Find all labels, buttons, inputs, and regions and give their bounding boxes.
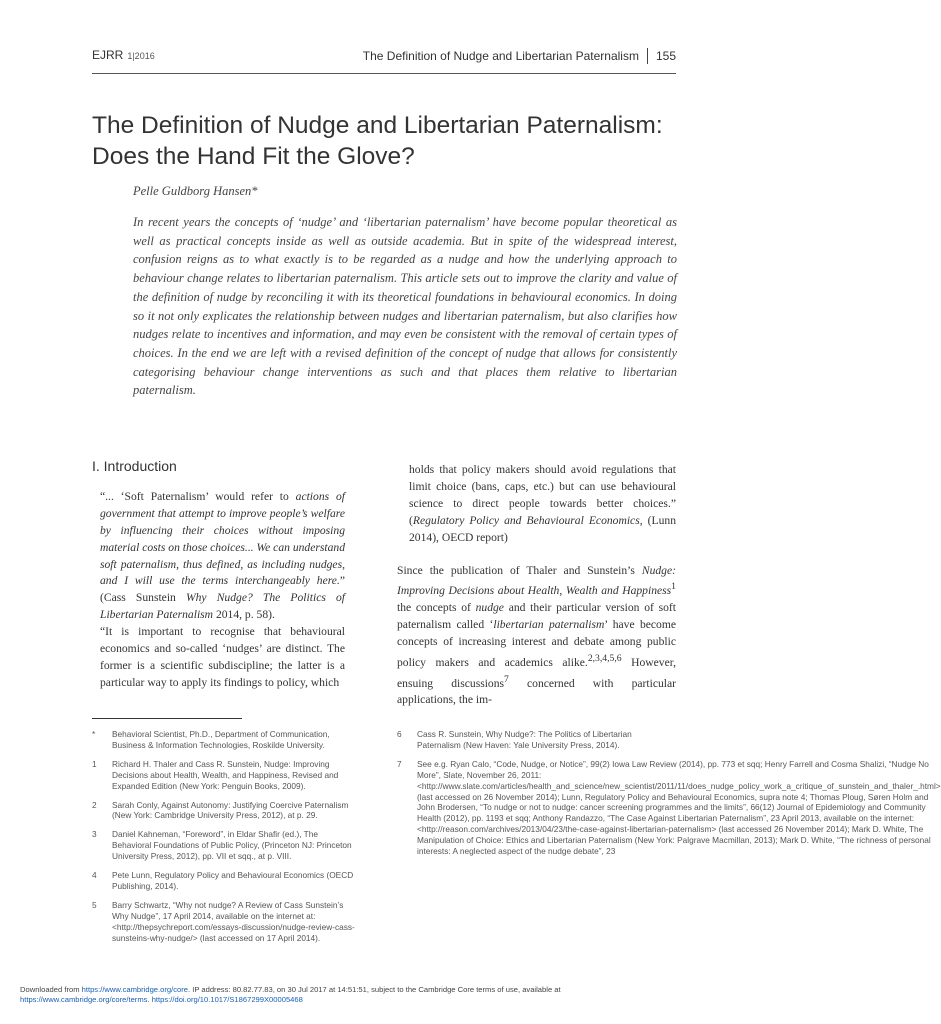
epigraph-quote-2-continued [397, 462, 676, 547]
book-title: Nudge: Improving Decisions about Health, Wealth and Happiness [397, 563, 676, 598]
footnote-text: Barry Schwartz, “Why not nudge? A Review of Cass Sunstein’s Why Nudge”, 17 April 2014, available on the internet at: <http://thepsychreport.com/essays-discussion/nudge-review-cass-sunsteins-why-nudge/> (last accessed on 17 April 2014). [112, 899, 355, 943]
footnote-number: 7 [397, 758, 402, 769]
paragraph-text: the concepts of [397, 601, 476, 615]
download-notice [20, 985, 740, 1005]
footnote-number: 4 [92, 870, 97, 881]
quote-source-title: Why Nudge? The Politics of Libertarian Paternalism [100, 591, 345, 622]
core-link[interactable]: https://www.cambridge.org/core [81, 985, 188, 994]
footnote-ref[interactable]: 1 [671, 581, 676, 593]
footnote [397, 758, 941, 857]
section-heading: I. Introduction [92, 458, 177, 474]
footnotes-left [92, 729, 358, 952]
page-number: 155 [655, 49, 676, 63]
footnote-number: 5 [92, 899, 97, 910]
download-text: . IP address: 80.82.77.83, on 30 Jul 2017 at 14:51:51, subject to the Cambridge Core terms of use, available at [188, 985, 561, 994]
paragraph-text: concerned with particular applications, the im- [397, 676, 676, 707]
download-text: Downloaded from [20, 985, 82, 994]
footnotes-right [397, 729, 941, 865]
footnote-text: Daniel Kahneman, “Foreword”, in Eldar Shafir (ed.), The Behavioral Foundations of Public Policy, (Princeton NJ: Princeton University Press, 2012), pp. VII et sqq., at p. VIII. [112, 829, 352, 862]
running-header [92, 42, 676, 66]
quote-text: holds that policy makers should avoid regulations that limit choice (bans, caps, etc.) but can use behavioural science to direct people towards better choices.” ( [409, 463, 676, 527]
running-title: The Definition of Nudge and Libertarian Paternalism [362, 49, 639, 63]
quote-attribution: ” (Cass Sunstein [100, 574, 345, 605]
footnote-ref[interactable]: 7 [504, 673, 509, 685]
journal-info [92, 48, 155, 62]
paragraph-text: However, ensuing discussions [397, 655, 677, 690]
quote-italic-text: actions of government that attempt to improve people’s welfare by influencing their choices without imposing material costs on those choices... We can understand soft paternalism, thus defined, as including nudges, and I will use the terms interchangeably here. [100, 489, 345, 588]
header-rule [92, 73, 676, 74]
article-abstract: In recent years the concepts of ‘nudge’ and ‘libertarian paternalism’ have become popular theoretical as well as practical concepts inside as well as outside academia. But in spite of the widespread interest, confusion reigns as to what exactly is to be regarded as a nudge and how the underlying approach to behaviour change relates to libertarian paternalism. This article sets out to improve the clarity and value of the definition of nudge by reconciling it with its theoretical foundations in behavioural economics. In doing so it not only explicates the relationship between nudges and libertarian paternalism, but also clarifies how nudges relate to incentives and information, and may even be consistent with the removal of certain types of choices. In the end we are left with a revised definition of the concept of nudge that allows for consistently categorising behaviour change interventions as such and that places them relative to libertarian paternalism. [133, 215, 677, 398]
footnote-number: 2 [92, 799, 97, 810]
footnote-ref[interactable]: 2,3,4,5,6 [587, 652, 622, 664]
footnote [397, 729, 676, 751]
footnote-text: Pete Lunn, Regulatory Policy and Behavioural Economics (OECD Publishing, 2014). [112, 870, 354, 891]
footnote [92, 870, 358, 892]
footnote [92, 800, 358, 822]
term-libertarian-paternalism: libertarian paternalism [493, 618, 605, 632]
term-nudge: nudge [475, 601, 504, 615]
footnote [92, 759, 358, 792]
footnote [92, 900, 358, 944]
journal-name: EJRR [92, 48, 124, 62]
quote-source-end: , (Lunn 2014), OECD report) [409, 513, 677, 544]
footnote [92, 729, 358, 751]
footnote-number: 3 [92, 829, 97, 840]
paragraph-text: ’ have become concepts of increasing interest and debate among public policy makers and academics alike. [397, 618, 676, 669]
quote-source-year: 2014, p. 58). [213, 608, 275, 622]
paragraph-text: and their particular version of soft paternalism called ‘ [397, 601, 676, 632]
epigraph-quote-2: “It is important to recognise that behavioural economics and so-called ‘nudges’ are distinct. The former is a scientific subdiscipline; the latter is a particular way to apply its findings to policy, which [100, 625, 345, 689]
terms-link[interactable]: https://www.cambridge.org/core/terms [20, 995, 148, 1004]
footnote-number: 6 [397, 729, 402, 739]
journal-volume: 1|2016 [127, 51, 155, 61]
footnote-number: 1 [92, 758, 97, 769]
doi-link[interactable]: https://doi.org/10.1017/S1867299X00005468 [151, 995, 303, 1004]
footnote-text: Behavioral Scientist, Ph.D., Department of Communication, Business & Information Technologies, Roskilde University. [112, 729, 330, 750]
header-separator [647, 48, 648, 64]
body-column-left [92, 458, 345, 692]
intro-paragraph [397, 563, 676, 710]
footnote-text: Sarah Conly, Against Autonomy: Justifying Coercive Paternalism (New York: Cambridge University Press, 2012), at p. 29. [112, 799, 349, 821]
footnote-text: See e.g. Ryan Calo, “Code, Nudge, or Notice”, 99(2) Iowa Law Review (2014), pp. 773 et sqq; Henry Farrell and Cosma Shalizi, “Nudge No More”, Slate, November 26, 2011: <http://www.slate.com/articles/health_and_science/new_scientist/2011/11/does_nudge_policy_work_a_critique_of_sunstein_and_thaler_.html> (last accessed on 26 November 2014); Lunn, Regulatory Policy and Behavioural Economics, supra note 4; Thomas Ploug, Søren Holm and John Brodersen, “To nudge or not to nudge: cancer screening programmes and the limits”, 66(12) Journal of Epidemiology and Community Health (2012), pp. 1193 et sqq; Anthony Randazzo, “The Case Against Libertarian Paternalism”, 23 April 2013, available on the internet: <http://reason.com/archives/2013/04/23/the-case-against-libertarian-paternalism> (last accessed 26 November 2014); Mark D. White, The Manipulation of Choice: Ethics and Libertarian Paternalism (New York: Palgrave Macmillan, 2013); Mark D. White, “The richness of personal interests: A neglected aspect of the nudge debate”, 23 [417, 758, 941, 857]
download-separator: . [147, 995, 152, 1004]
footnote-text: Richard H. Thaler and Cass R. Sunstein, Nudge: Improving Decisions about Health, Wealth, and Happiness, Revised and Expanded Edition (New York: Penguin Books, 2009). [112, 758, 339, 791]
body-column-right [397, 462, 676, 709]
footnote [92, 829, 358, 862]
quote-text: “... ‘Soft Paternalism’ would refer to [100, 489, 296, 503]
epigraph-quote-1 [92, 489, 345, 624]
running-title-block [363, 48, 676, 64]
quote-source-title: Regulatory Policy and Behavioural Economics [412, 513, 640, 527]
article-author: Pelle Guldborg Hansen* [133, 184, 258, 198]
footnote-text: Cass R. Sunstein, Why Nudge?: The Politics of Libertarian Paternalism (New Haven: Yale University Press, 2014). [417, 729, 632, 750]
footnote-number: * [92, 729, 96, 739]
footnote-rule [92, 718, 242, 719]
article-title: The Definition of Nudge and Libertarian Paternalism: Does the Hand Fit the Glove? [92, 112, 663, 170]
paragraph-text: Since the publication of Thaler and Sunstein’s [397, 563, 642, 577]
